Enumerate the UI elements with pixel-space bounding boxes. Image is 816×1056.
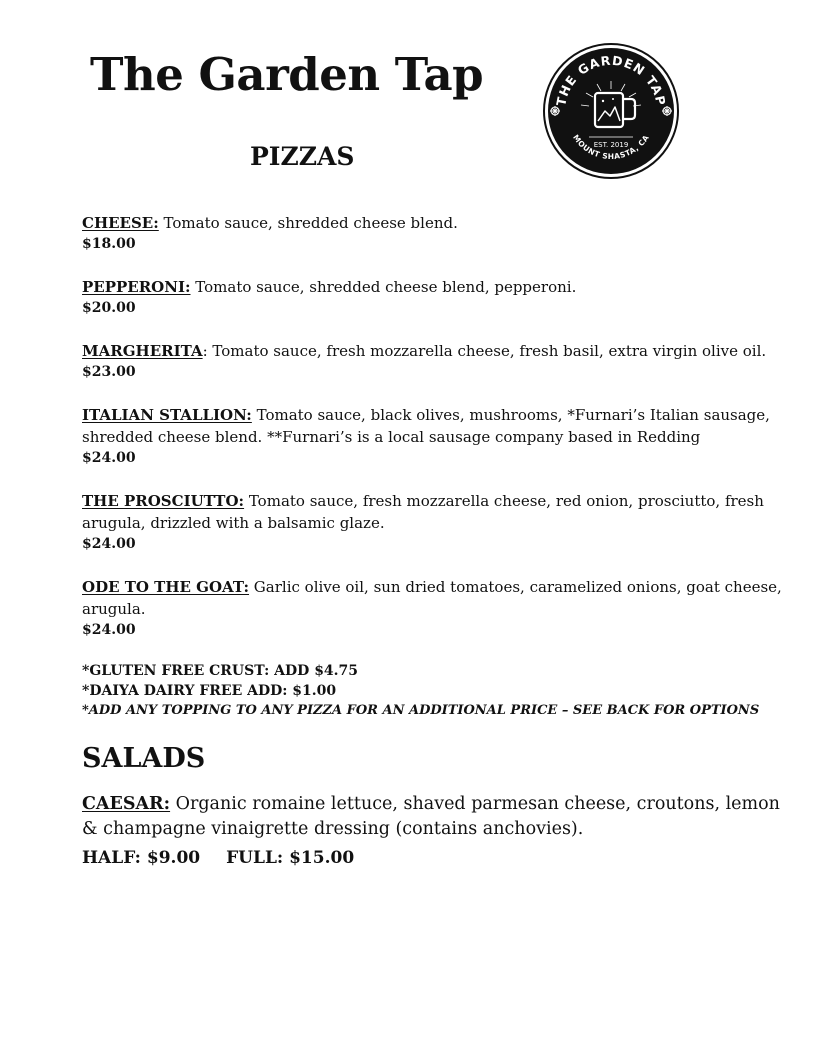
menu-item-margherita [82,340,782,382]
item-name: CHEESE: [82,214,159,232]
note-toppings: *ADD ANY TOPPING TO ANY PIZZA FOR AN ADDITIONAL PRICE – SEE BACK FOR OPTIONS [82,703,760,718]
menu-item-italian-stallion [82,404,782,468]
menu-item-cheese [82,212,782,254]
section-title-salads: SALADS [82,743,206,774]
item-name: ITALIAN STALLION: [82,406,252,424]
pizza-menu [82,212,782,870]
item-description: Tomato sauce, black olives, mushrooms, *Furnari’s Italian sausage, shredded cheese blend. **Furnari’s is a local sausage company based in Redding [82,406,770,446]
price-full: FULL: $15.00 [226,848,355,868]
note-daiya: *DAIYA DAIRY FREE ADD: $1.00 [82,683,337,699]
item-description: : Tomato sauce, fresh mozzarella cheese, fresh basil, extra virgin olive oil. [202,342,767,360]
item-price: $24.00 [82,536,136,552]
item-description: Tomato sauce, shredded cheese blend. [158,214,458,232]
logo-top-text: THE GARDEN TAP [553,52,669,108]
logo-est-text: EST. 2019 [593,141,629,149]
item-price: $23.00 [82,364,136,380]
item-name: ODE TO THE GOAT: [82,578,250,596]
restaurant-logo [543,43,679,179]
note-gluten-free: *GLUTEN FREE CRUST: ADD $4.75 [82,663,359,679]
item-name: MARGHERITA [82,342,203,360]
item-name: CAESAR: [82,794,171,814]
item-description: Organic romaine lettuce, shaved parmesan cheese, croutons, lemon & champagne vinaigrette dressing (contains anchovies). [82,794,780,839]
menu-item-ode-to-the-goat [82,576,782,640]
menu-item-caesar [82,792,782,870]
item-price: $24.00 [82,622,136,638]
price-half: HALF: $9.00 [82,848,201,868]
menu-item-pepperoni [82,276,782,318]
item-name: PEPPERONI: [82,278,191,296]
item-price: $20.00 [82,300,136,316]
item-name: THE PROSCIUTTO: [82,492,245,510]
item-price: $18.00 [82,236,136,252]
item-price: $24.00 [82,450,136,466]
menu-item-prosciutto [82,490,782,554]
pizza-notes [82,661,782,721]
section-title-pizzas: PIZZAS [250,142,355,171]
logo-bottom-text: MOUNT SHASTA, CA [571,132,651,162]
restaurant-title: The Garden Tap [90,48,484,101]
item-description: Tomato sauce, fresh mozzarella cheese, red onion, prosciutto, fresh arugula, drizzled with a balsamic glaze. [82,492,764,532]
item-description: Tomato sauce, shredded cheese blend, pepperoni. [190,278,577,296]
salad-prices [82,846,782,870]
item-description: Garlic olive oil, sun dried tomatoes, caramelized onions, goat cheese, arugula. [82,578,782,618]
